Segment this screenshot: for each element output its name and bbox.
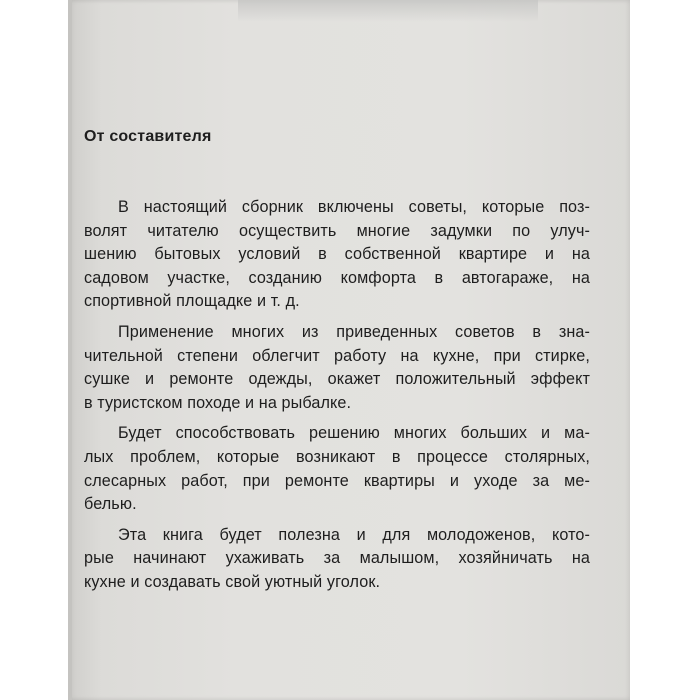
paragraph-line: волят читателю осуществить многие задумки по улуч-	[84, 221, 590, 240]
paragraph-line: садовом участке, созданию комфорта в автогараже, на	[84, 268, 590, 287]
paragraph-line: чительной степени облегчит работу на кухне, при стирке,	[84, 346, 590, 365]
paragraph-4	[84, 524, 590, 595]
paragraph-line: слесарных работ, при ремонте квартиры и уходе за ме-	[84, 471, 590, 490]
paragraph-line: Будет способствовать решению многих больших и ма-	[118, 424, 590, 443]
paragraph-line: сушке и ремонте одежды, окажет положительный эффект	[84, 370, 590, 389]
paragraph-line: Эта книга будет полезна и для молодоженов, кото-	[118, 525, 590, 544]
page-content	[84, 128, 590, 602]
paragraph-line: белью.	[84, 495, 137, 514]
paragraph-line: рые начинают ухаживать за малышом, хозяйничать на	[84, 549, 590, 568]
bleed-through-shadow	[238, 0, 538, 22]
paragraph-line: шению бытовых условий в собственной квартире и на	[84, 245, 590, 264]
book-page	[68, 0, 630, 700]
paragraph-line: кухне и создавать свой уютный уголок.	[84, 572, 381, 591]
paragraph-line: спортивной площадке и т. д.	[84, 292, 300, 311]
paragraph-line: Применение многих из приведенных советов в зна-	[118, 322, 590, 341]
paragraph-3	[84, 422, 590, 516]
page-spine-edge	[68, 0, 72, 700]
paragraph-1	[84, 196, 590, 314]
section-heading: От составителя	[84, 128, 212, 145]
paragraph-2	[84, 321, 590, 415]
paragraph-line: В настоящий сборник включены советы, которые поз-	[118, 198, 590, 216]
paragraph-line: лых проблем, которые возникают в процессе столярных,	[84, 447, 590, 466]
paragraph-line: в туристском походе и на рыбалке.	[84, 393, 352, 412]
